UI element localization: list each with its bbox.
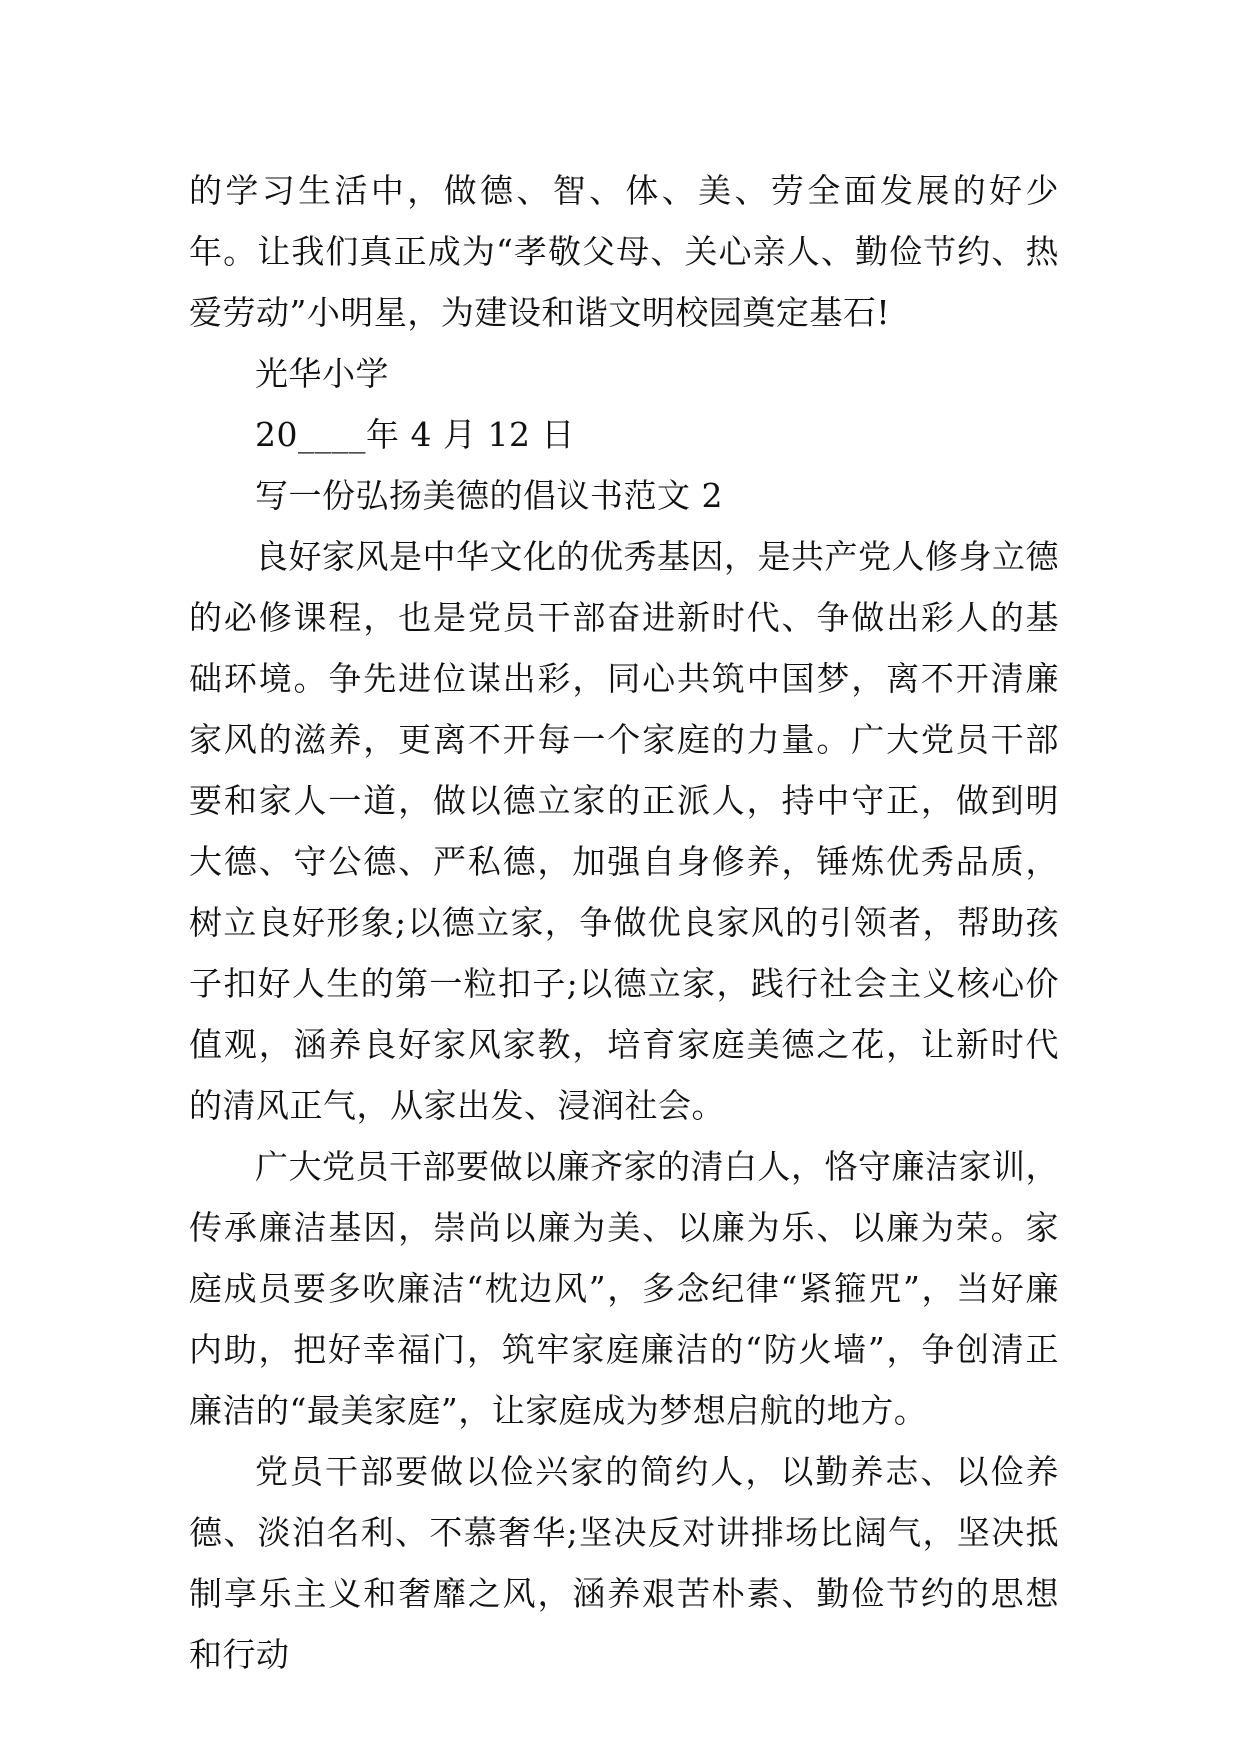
section-title: 写一份弘扬美德的倡议书范文 2 [255,476,723,515]
body-paragraph: 良好家风是中华文化的优秀基因，是共产党人修身立德的必修课程，也是党员干部奋进新时代、争做出彩人的基础环境。争先进位谋出彩，同心共筑中国梦，离不开清廉家风的滋养，更离不开每一个家庭的力量。广大党员干部要和家人一道，做以德立家的正派人，持中守正，做到明大德、守公德、严私德，加强自身修养，锤炼优秀品质，树立良好形象;以德立家，争做优良家风的引领者，帮助孩子扣好人生的第一粒扣子;以德立家，践行社会主义核心价值观，涵养良好家风家教，培育家庭美德之花，让新时代的清风正气，从家出发、浸润社会。 [189,537,1059,1125]
document-body [189,160,1059,1685]
body-paragraph: 党员干部要做以俭兴家的简约人，以勤养志、以俭养德、淡泊名利、不慕奢华;坚决反对讲排场比阔气，坚决抵制享乐主义和奢靡之风，涵养艰苦朴素、勤俭节约的思想和行动 [189,1452,1059,1674]
continuation-paragraph: 的学习生活中，做德、智、体、美、劳全面发展的好少年。让我们真正成为“孝敬父母、关心亲人、勤俭节约、热爱劳动”小明星，为建设和谐文明校园奠定基石! [189,171,1059,332]
body-paragraph: 广大党员干部要做以廉齐家的清白人，恪守廉洁家训，传承廉洁基因，崇尚以廉为美、以廉为乐、以廉为荣。家庭成员要多吹廉洁“枕边风”，多念纪律“紧箍咒”，当好廉内助，把好幸福门，筑牢家庭廉洁的“防火墙”，争创清正廉洁的“最美家庭”，让家庭成为梦想启航的地方。 [189,1147,1059,1430]
signature-line: 光华小学 [255,354,389,393]
date-line: 20____年 4 月 12 日 [255,415,575,454]
